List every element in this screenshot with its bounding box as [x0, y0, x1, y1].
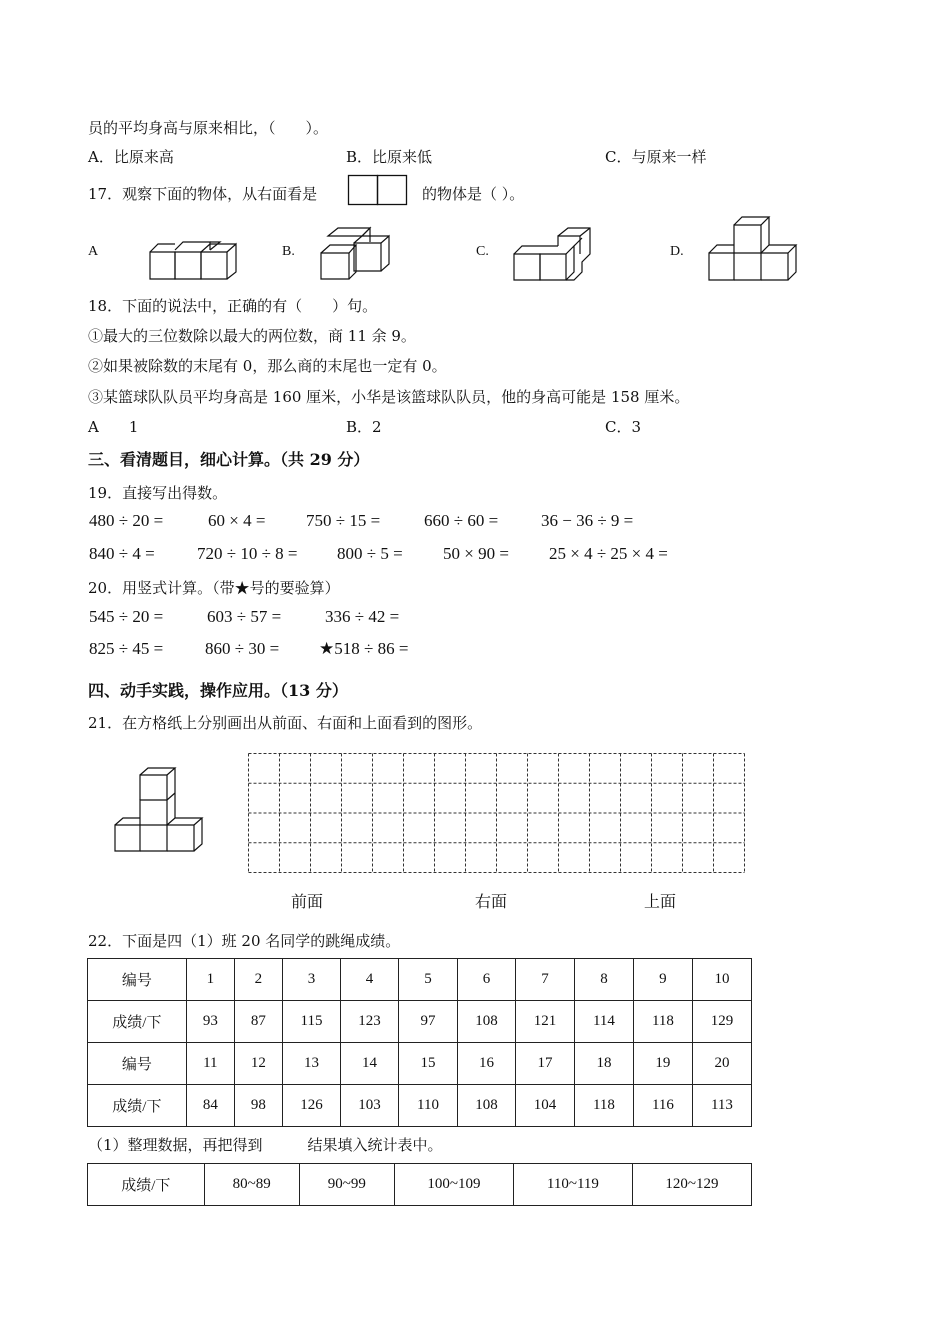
q19-r1-1: 480 ÷ 20 =	[89, 511, 164, 530]
view-label-right: 右面	[475, 892, 508, 911]
view-label-top: 上面	[644, 892, 677, 911]
table-cell: 108	[457, 1001, 515, 1043]
q19-prompt: 19．直接写出得数。	[88, 484, 228, 502]
table-cell: 116	[633, 1085, 692, 1127]
q16-continuation: 员的平均身高与原来相比，（ ）。	[88, 119, 329, 137]
q17-label-a: A	[88, 244, 99, 259]
row-header-cell: 编号	[88, 1043, 187, 1085]
table-cell: 110	[399, 1085, 458, 1127]
table-cell: 97	[399, 1001, 458, 1043]
range-cell: 90~99	[299, 1164, 394, 1206]
table-cell: 3	[282, 959, 340, 1001]
q18-option-b: B．2	[346, 418, 382, 436]
table-cell: 7	[515, 959, 574, 1001]
q17-label-c: C.	[476, 244, 489, 259]
table-cell: 16	[457, 1043, 515, 1085]
q19-r2-2: 720 ÷ 10 ÷ 8 =	[197, 544, 298, 563]
table-cell: 113	[692, 1085, 751, 1127]
row-header-cell: 编号	[88, 959, 187, 1001]
table-cell: 84	[186, 1085, 234, 1127]
table-cell: 129	[692, 1001, 751, 1043]
q17-label-d: D.	[670, 244, 684, 259]
table-cell: 115	[282, 1001, 340, 1043]
jump-rope-table	[87, 958, 752, 1127]
row-header-cell: 成绩/下	[88, 1001, 187, 1043]
table-cell: 103	[340, 1085, 398, 1127]
range-cell: 80~89	[204, 1164, 299, 1206]
q22-sub1: （1）整理数据，再把得到 结果填入统计表中。	[88, 1136, 443, 1154]
table-cell: 104	[515, 1085, 574, 1127]
stat-table	[87, 1163, 752, 1206]
q20-r2-1: 825 ÷ 45 =	[89, 639, 164, 658]
q18-option-a: A 1	[88, 418, 139, 436]
q20-r1-1: 545 ÷ 20 =	[89, 607, 164, 626]
table-row	[88, 959, 752, 1001]
table-cell: 20	[692, 1043, 751, 1085]
q16-option-c: C．与原来一样	[605, 148, 707, 166]
table-cell: 87	[234, 1001, 282, 1043]
q21-cube-stack	[114, 773, 206, 853]
q21-grid-paper[interactable]	[248, 753, 745, 873]
q17-prompt-before: 17．观察下面的物体，从右面看是	[88, 185, 318, 203]
q19-r1-2: 60 × 4 =	[208, 511, 266, 530]
table-cell: 121	[515, 1001, 574, 1043]
q22-prompt: 22．下面是四（1）班 20 名同学的跳绳成绩。	[88, 932, 401, 950]
section4-title: 四、动手实践，操作应用。（13 分）	[88, 681, 348, 700]
right-view-figure	[348, 175, 408, 205]
q21-prompt: 21．在方格纸上分别画出从前面、右面和上面看到的图形。	[88, 714, 483, 732]
table-row	[88, 1001, 752, 1043]
q20-r1-3: 336 ÷ 42 =	[325, 607, 400, 626]
table-cell: 19	[633, 1043, 692, 1085]
table-cell: 10	[692, 959, 751, 1001]
q19-r1-5: 36 − 36 ÷ 9 =	[541, 511, 634, 530]
option-b-cubes	[318, 226, 398, 282]
option-a-cubes	[150, 236, 240, 282]
table-cell: 118	[574, 1085, 633, 1127]
table-cell: 118	[633, 1001, 692, 1043]
q18-statement-2: ②如果被除数的末尾有 0，那么商的末尾也一定有 0。	[88, 357, 447, 375]
range-cell: 120~129	[632, 1164, 751, 1206]
q19-r2-5: 25 × 4 ÷ 25 × 4 =	[549, 544, 668, 563]
table-cell: 108	[457, 1085, 515, 1127]
range-cell: 110~119	[513, 1164, 632, 1206]
q20-r2-3: ★518 ÷ 86 =	[319, 639, 409, 658]
row-header-cell: 成绩/下	[88, 1164, 205, 1206]
table-cell: 5	[399, 959, 458, 1001]
q17-label-b: B.	[282, 244, 295, 259]
q16-option-a: A．比原来高	[88, 148, 174, 166]
table-cell: 13	[282, 1043, 340, 1085]
table-cell: 98	[234, 1085, 282, 1127]
row-header-cell: 成绩/下	[88, 1085, 187, 1127]
q19-r1-4: 660 ÷ 60 =	[424, 511, 499, 530]
option-d-cubes	[708, 216, 800, 282]
q18-option-c: C．3	[605, 418, 642, 436]
table-cell: 11	[186, 1043, 234, 1085]
table-cell: 6	[457, 959, 515, 1001]
table-row	[88, 1043, 752, 1085]
table-cell: 1	[186, 959, 234, 1001]
table-cell: 14	[340, 1043, 398, 1085]
q19-r2-1: 840 ÷ 4 =	[89, 544, 155, 563]
view-label-front: 前面	[291, 892, 324, 911]
table-cell: 17	[515, 1043, 574, 1085]
table-cell: 12	[234, 1043, 282, 1085]
q18-statement-1: ①最大的三位数除以最大的两位数，商 11 余 9。	[88, 327, 416, 345]
q20-r1-2: 603 ÷ 57 =	[207, 607, 282, 626]
q17-prompt-after: 的物体是（ ）。	[422, 185, 525, 203]
q18-prompt: 18．下面的说法中，正确的有（ ）句。	[88, 297, 378, 315]
q20-prompt: 20．用竖式计算。（带★号的要验算）	[88, 579, 340, 597]
table-cell: 15	[399, 1043, 458, 1085]
table-cell: 9	[633, 959, 692, 1001]
table-cell: 126	[282, 1085, 340, 1127]
table-cell: 4	[340, 959, 398, 1001]
q16-option-b: B．比原来低	[346, 148, 433, 166]
table-cell: 2	[234, 959, 282, 1001]
table-cell: 8	[574, 959, 633, 1001]
option-c-cubes	[512, 226, 594, 282]
table-row	[88, 1085, 752, 1127]
table-row	[88, 1164, 752, 1206]
table-cell: 93	[186, 1001, 234, 1043]
q18-statement-3: ③某篮球队队员平均身高是 160 厘米，小华是该篮球队队员，他的身高可能是 158 厘米。	[88, 388, 690, 406]
q19-r2-4: 50 × 90 =	[443, 544, 509, 563]
q20-r2-2: 860 ÷ 30 =	[205, 639, 280, 658]
range-cell: 100~109	[394, 1164, 513, 1206]
section3-title: 三、看清题目，细心计算。（共 29 分）	[88, 450, 370, 469]
q19-r2-3: 800 ÷ 5 =	[337, 544, 403, 563]
q19-r1-3: 750 ÷ 15 =	[306, 511, 381, 530]
table-cell: 18	[574, 1043, 633, 1085]
table-cell: 123	[340, 1001, 398, 1043]
table-cell: 114	[574, 1001, 633, 1043]
